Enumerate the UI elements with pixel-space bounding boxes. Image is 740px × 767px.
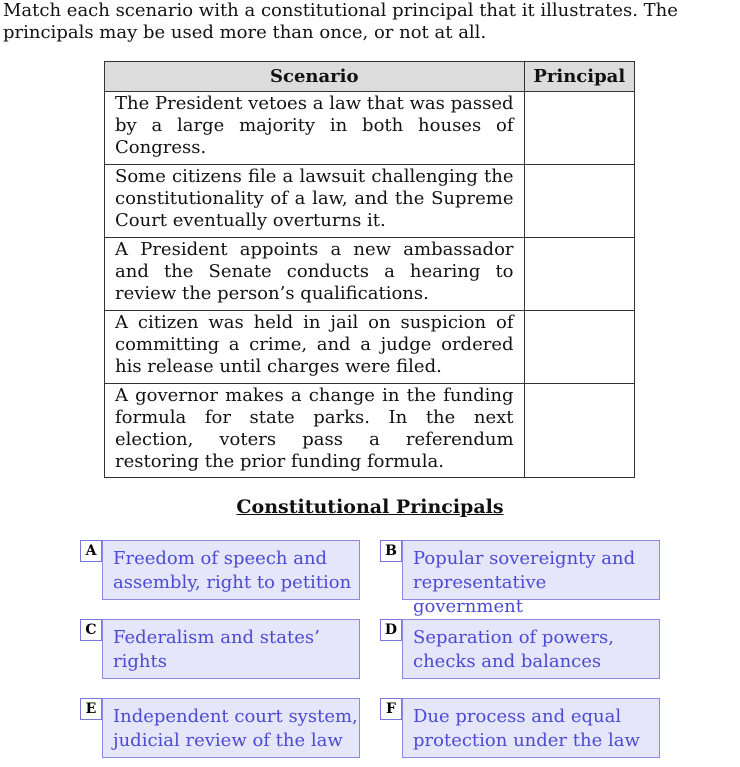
principal-column-header: Principal	[524, 62, 634, 92]
option-text[interactable]: Popular sovereignty and representative government	[402, 540, 660, 600]
scenario-cell: A President appoints a new ambassador and the Senate conducts a hearing to review the person’s qualifications.	[105, 238, 525, 311]
table-row	[105, 311, 635, 384]
scenario-cell: The President vetoes a law that was passed by a large majority in both houses of Congress.	[105, 92, 525, 165]
option-letter: A	[80, 540, 102, 562]
principles-heading	[0, 496, 740, 518]
answer-drop-cell[interactable]	[524, 384, 634, 478]
table-row	[105, 165, 635, 238]
table-row	[105, 92, 635, 165]
table-row	[105, 384, 635, 478]
option-text[interactable]: Independent court system, judicial review of the law	[102, 698, 360, 758]
principle-option-c[interactable]	[80, 619, 370, 681]
principle-option-a[interactable]	[80, 540, 370, 602]
principle-option-d[interactable]	[380, 619, 670, 681]
answer-drop-cell[interactable]	[524, 165, 634, 238]
scenario-cell: Some citizens file a lawsuit challenging the constitutionality of a law, and the Supreme Court eventually overturns it.	[105, 165, 525, 238]
scenario-cell: A governor makes a change in the funding formula for state parks. In the next election, voters pass a referendum restoring the prior funding formula.	[105, 384, 525, 478]
scenario-column-header: Scenario	[105, 62, 525, 92]
option-letter: D	[380, 619, 402, 641]
option-letter: E	[80, 698, 102, 720]
principle-option-f[interactable]	[380, 698, 670, 760]
option-text[interactable]: Freedom of speech and assembly, right to petition	[102, 540, 360, 600]
principles-heading-text: Constitutional Principals	[236, 496, 504, 518]
scenario-table	[104, 61, 635, 478]
option-letter: C	[80, 619, 102, 641]
instructions-text: Match each scenario with a constitutional principal that it illustrates. The principals may be used more than once, or not at all.	[3, 0, 678, 43]
answer-drop-cell[interactable]	[524, 92, 634, 165]
table-header-row	[105, 62, 635, 92]
table-row	[105, 238, 635, 311]
answer-drop-cell[interactable]	[524, 311, 634, 384]
answer-drop-cell[interactable]	[524, 238, 634, 311]
principle-option-e[interactable]	[80, 698, 370, 760]
option-text[interactable]: Separation of powers, checks and balances	[402, 619, 660, 679]
option-letter: F	[380, 698, 402, 720]
option-text[interactable]: Federalism and states’ rights	[102, 619, 360, 679]
option-letter: B	[380, 540, 402, 562]
principle-option-b[interactable]	[380, 540, 670, 617]
option-text[interactable]: Due process and equal protection under the law	[402, 698, 660, 758]
scenario-cell: A citizen was held in jail on suspicion of committing a crime, and a judge ordered his release until charges were filed.	[105, 311, 525, 384]
